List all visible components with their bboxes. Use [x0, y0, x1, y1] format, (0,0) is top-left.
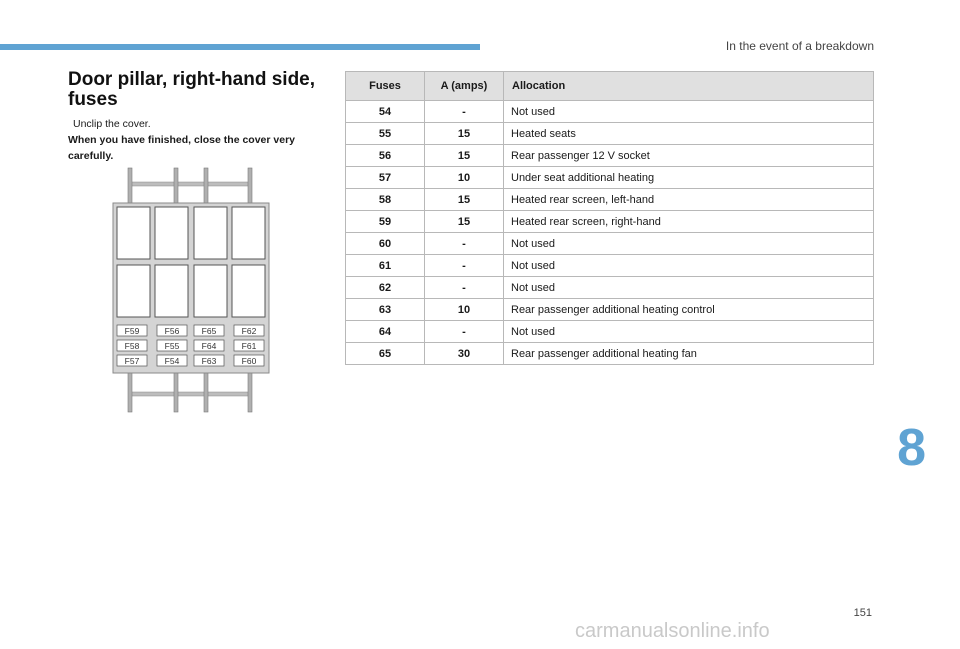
amps-cell: -: [425, 233, 504, 255]
fuse-number-cell: 56: [346, 145, 425, 167]
allocation-cell: Rear passenger additional heating control: [504, 299, 874, 321]
table-row: [346, 101, 874, 123]
table-row: [346, 189, 874, 211]
relay-block: [232, 265, 265, 317]
fuse-number-cell: 64: [346, 321, 425, 343]
relay-block: [194, 207, 227, 259]
allocation-cell: Not used: [504, 255, 874, 277]
amps-cell: 15: [425, 189, 504, 211]
col-allocation: Allocation: [504, 72, 874, 101]
fuse-table-header-row: [346, 72, 874, 101]
amps-cell: 10: [425, 167, 504, 189]
allocation-cell: Not used: [504, 101, 874, 123]
fuse-label: F54: [164, 356, 180, 366]
relay-block: [232, 207, 265, 259]
fuse-number-cell: 59: [346, 211, 425, 233]
fuse-number-cell: 54: [346, 101, 425, 123]
amps-cell: -: [425, 101, 504, 123]
allocation-cell: Rear passenger 12 V socket: [504, 145, 874, 167]
allocation-cell: Not used: [504, 277, 874, 299]
col-fuses: Fuses: [346, 72, 425, 101]
allocation-cell: Heated rear screen, right-hand: [504, 211, 874, 233]
fuse-number-cell: 58: [346, 189, 425, 211]
rail-post: [204, 372, 208, 412]
closing-note: When you have finished, close the cover very carefully.: [68, 134, 295, 162]
amps-cell: 30: [425, 343, 504, 365]
instruction-step: [68, 116, 338, 132]
intro-text: [68, 116, 338, 164]
amps-cell: -: [425, 321, 504, 343]
fuse-label: F55: [164, 341, 180, 351]
amps-cell: 15: [425, 123, 504, 145]
page-number: 151: [853, 607, 872, 619]
fuse-number-cell: 57: [346, 167, 425, 189]
chapter-number: 8: [897, 419, 926, 477]
fuse-number-cell: 65: [346, 343, 425, 365]
table-row: [346, 123, 874, 145]
allocation-cell: Not used: [504, 321, 874, 343]
allocation-cell: Not used: [504, 233, 874, 255]
rail-post: [128, 168, 132, 204]
amps-cell: 15: [425, 211, 504, 233]
rail-crossbar: [176, 182, 206, 186]
fuse-label: F62: [241, 326, 257, 336]
header-accent-bar: [0, 44, 480, 50]
rail-crossbar: [206, 182, 250, 186]
table-row: [346, 321, 874, 343]
fuse-box-diagram: [108, 166, 274, 414]
col-amps: A (amps): [425, 72, 504, 101]
allocation-cell: Under seat additional heating: [504, 167, 874, 189]
rail-post: [204, 168, 208, 204]
relay-block: [155, 265, 188, 317]
table-row: [346, 255, 874, 277]
fuse-label: F56: [164, 326, 180, 336]
watermark: carmanualsonline.info: [575, 620, 770, 642]
section-header: In the event of a breakdown: [725, 39, 874, 53]
fuse-label: F60: [241, 356, 257, 366]
allocation-cell: Heated seats: [504, 123, 874, 145]
allocation-cell: Heated rear screen, left-hand: [504, 189, 874, 211]
relay-block: [155, 207, 188, 259]
rail-crossbar: [130, 182, 176, 186]
rail-crossbar: [176, 392, 206, 396]
amps-cell: 15: [425, 145, 504, 167]
rail-crossbar: [206, 392, 250, 396]
amps-cell: -: [425, 255, 504, 277]
table-row: [346, 343, 874, 365]
fuse-table: [345, 71, 874, 365]
rail-post: [174, 168, 178, 204]
amps-cell: 10: [425, 299, 504, 321]
fuse-label: F64: [201, 341, 217, 351]
table-row: [346, 145, 874, 167]
relay-block: [117, 207, 150, 259]
table-row: [346, 277, 874, 299]
rail-post: [248, 168, 252, 204]
page-title: Door pillar, right-hand side, fuses: [68, 69, 316, 110]
fuse-label: F65: [201, 326, 217, 336]
rail-post: [248, 372, 252, 412]
fuse-number-cell: 62: [346, 277, 425, 299]
amps-cell: -: [425, 277, 504, 299]
fuse-number-cell: 61: [346, 255, 425, 277]
rail-crossbar: [130, 392, 176, 396]
rail-post: [128, 372, 132, 412]
relay-block: [117, 265, 150, 317]
rail-post: [174, 372, 178, 412]
fuse-label: F57: [124, 356, 140, 366]
fuse-number-cell: 55: [346, 123, 425, 145]
allocation-cell: Rear passenger additional heating fan: [504, 343, 874, 365]
fuse-label: F63: [201, 356, 217, 366]
fuse-number-cell: 63: [346, 299, 425, 321]
fuse-label: F58: [124, 341, 140, 351]
table-row: [346, 211, 874, 233]
fuse-number-cell: 60: [346, 233, 425, 255]
table-row: [346, 299, 874, 321]
table-row: [346, 167, 874, 189]
relay-block: [194, 265, 227, 317]
table-row: [346, 233, 874, 255]
fuse-label: F61: [241, 341, 257, 351]
fuse-label: F59: [124, 326, 140, 336]
step-text: Unclip the cover.: [73, 118, 151, 130]
